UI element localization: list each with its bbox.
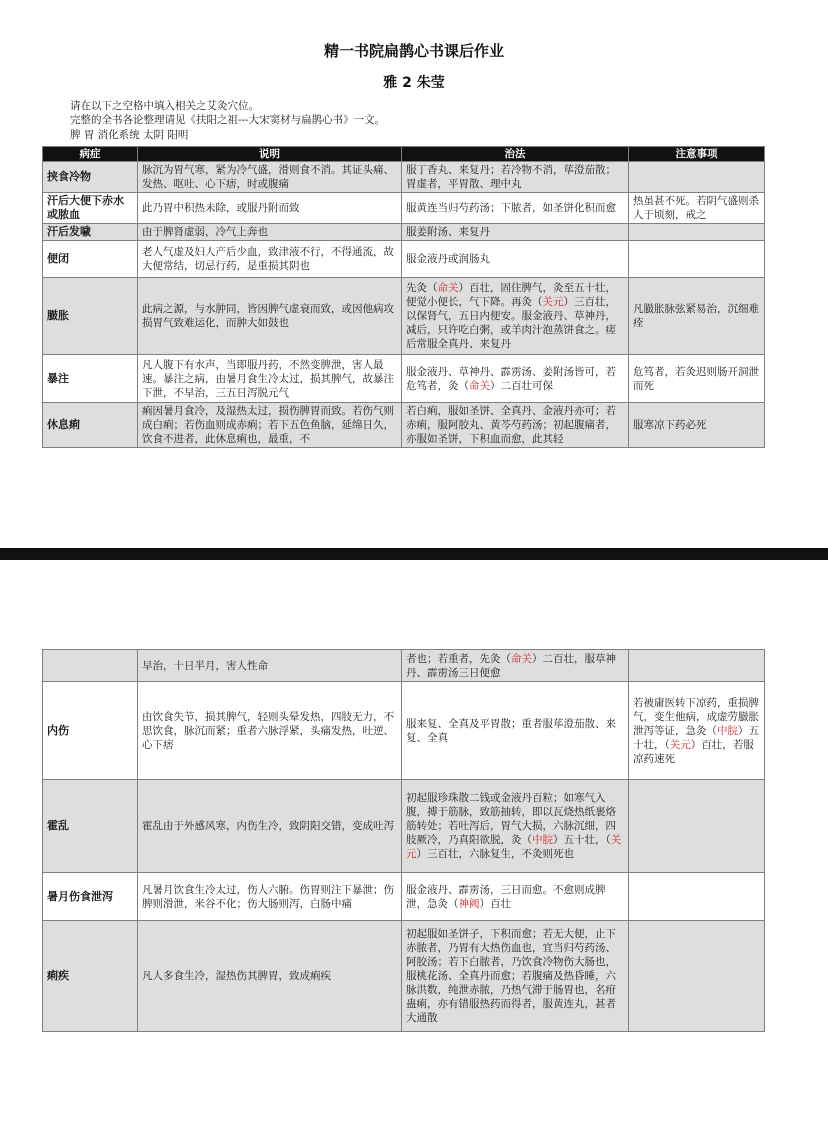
text-fragment: ）五十壮，（ (553, 834, 611, 846)
document-subtitle: 雅 2 朱莹 (383, 75, 445, 91)
acupoint-name: 关元 (669, 738, 691, 751)
description-cell: 此乃胃中积热未除，或服丹附而致 (138, 193, 402, 224)
acupoint-name: 中脘 (717, 724, 738, 737)
notes-cell (629, 921, 765, 1032)
text-fragment: 若被庸医转下凉药，重损脾气，变生他病，成虚劳臌胀泄泻等证，急灸（ (633, 696, 759, 737)
text-fragment: ）百壮，固住脾气，灸至五十壮，便觉小便长，气下降。再灸（ (406, 282, 616, 308)
notes-cell (629, 873, 765, 921)
disease-name-cell: 汗后大便下赤水或脓血 (43, 193, 138, 224)
table-row (43, 780, 765, 873)
description-cell: 由饮食失节，损其脾气，轻则头晕发热，四肢无力，不思饮食，脉沉而紧；重者六脉浮紧，头痛发热，吐逆、心下痞 (138, 682, 402, 780)
intro-line: 脾 胃 消化系统 太阴 阳明 (70, 129, 189, 141)
description-cell: 早治，十日半月，害人性命 (138, 650, 402, 682)
table-row (43, 278, 765, 355)
description-cell: 由于脾肾虚弱，冷气上奔也 (138, 224, 402, 241)
notes-cell (629, 224, 765, 241)
table-row (43, 162, 765, 193)
acupoint-name: 命关 (511, 652, 532, 665)
notes-cell: 危笃者，若灸迟则肠开洞泄而死 (629, 355, 765, 403)
notes-cell (629, 650, 765, 682)
page-divider (0, 548, 828, 560)
disease-name-cell: 暴注 (43, 355, 138, 403)
disease-name-cell (43, 650, 138, 682)
notes-cell (629, 682, 765, 780)
text-fragment: ）二百壮，服草神丹、霹雳汤三日便愈 (406, 652, 616, 679)
treatment-cell: 服姜附汤、来复丹 (402, 224, 629, 241)
disease-name-cell: 暑月伤食泄泻 (43, 873, 138, 921)
text-fragment: ）百壮 (479, 897, 511, 910)
notes-cell: 凡臌胀脉弦紧易治，沉细难痊 (629, 278, 765, 355)
disease-name-cell: 汗后发噦 (43, 224, 138, 241)
table-row (43, 224, 765, 241)
description-cell: 凡人多食生冷，湿热伤其脾胃，致成痢疾 (138, 921, 402, 1032)
document-page-2 (0, 560, 828, 1121)
disease-name-cell: 内伤 (43, 682, 138, 780)
column-header: 病症 (43, 147, 138, 162)
description-cell: 此病之源，与水肿同，皆因脾气虚衰而致，或因他病攻损胃气致难运化，而肿大如鼓也 (138, 278, 402, 355)
table-row (43, 682, 765, 780)
acupoint-name: 中脘 (532, 834, 553, 846)
remedy-table (42, 146, 765, 448)
table-row (43, 193, 765, 224)
treatment-cell: 服来复、全真及平胃散；重者服荜澄茄散、来复、全真 (402, 682, 629, 780)
text-fragment: 先灸（ (406, 282, 438, 294)
text-fragment: 服金液丹、霹雳汤，三日而愈。不愈则成脾泄，急灸（ (406, 883, 606, 910)
treatment-cell: 初起服如圣饼子，下积而愈；若无大便，止下赤脓者，乃胃有大热伤血也，宜当归芍药汤、阿胶汤；若下白脓者，乃饮食冷物伤大肠也，服桃花汤、全真丹而愈；若腹痛及热昏睡，六脉洪数，纯泄赤脓，乃热气滞于肠胃也，名疳蛊痢，亦有错服热药而得者，服黄连丸，甚者大通散 (402, 921, 629, 1032)
disease-name-cell: 臌胀 (43, 278, 138, 355)
notes-cell (629, 241, 765, 278)
disease-name-cell: 休息痢 (43, 403, 138, 448)
table-row (43, 355, 765, 403)
acupoint-name: 命关 (437, 282, 459, 294)
description-cell: 脉沉为胃气寒，紧为冷气盛，滑则食不消。其证头痛、发热、呕吐、心下痞，时或腹痛 (138, 162, 402, 193)
acupoint-name: 神阙 (458, 897, 480, 910)
notes-cell: 服寒凉下药必死 (629, 403, 765, 448)
treatment-cell: 服丁香丸、来复丹；若冷物不消，荜澄茄散；胃虚者，平胃散、理中丸 (402, 162, 629, 193)
description-cell: 霍乱由于外感风寒，内伤生冷，致阴阳交错，变成吐泻 (138, 780, 402, 873)
table-row (43, 241, 765, 278)
text-fragment: ）三百壮，六脉复生，不灸则死也 (416, 848, 574, 860)
table-row (43, 921, 765, 1032)
column-header: 说明 (138, 147, 402, 162)
document-page-1 (0, 0, 828, 548)
notes-cell (629, 162, 765, 193)
intro-line: 完整的全书各论整理请见《扶阳之祖---大宋窦材与扁鹊心书》一文。 (70, 114, 386, 126)
column-header: 注意事项 (629, 147, 765, 162)
description-cell: 凡暑月饮食生冷太过，伤人六腑。伤胃则注下暴泄；伤脾则滑泄，米谷不化；伤大肠则泻，白肠中痛 (138, 873, 402, 921)
treatment-cell: 若白痢，服如圣饼、全真丹、金液丹亦可；若赤痢，服阿胶丸、黄芩芍药汤；初起腹痛者，亦服如圣饼，下积血而愈，此其轻 (402, 403, 629, 448)
table-row (43, 650, 765, 682)
text-fragment: ）百壮，若服凉药速死 (633, 738, 754, 765)
description-cell: 凡人腹下有水声，当即服丹药，不然变脾泄，害人最速。暴注之病，由暑月食生冷太过，损其脾气，故暴注下泄，不早治，三五日泻脱元气 (138, 355, 402, 403)
column-header: 治法 (402, 147, 629, 162)
text-fragment: ）二百壮可保 (490, 379, 553, 392)
disease-name-cell: 痢疾 (43, 921, 138, 1032)
text-fragment: 服金液丹、草神丹、霹雳汤、姜附汤皆可，若危笃者，灸（ (406, 365, 616, 392)
document-title: 精一书院扁鹊心书课后作业 (323, 42, 504, 60)
table-row (43, 873, 765, 921)
treatment-cell: 服黄连当归芍药汤；下脓者，如圣饼化积而愈 (402, 193, 629, 224)
remedy-table-continued (42, 649, 765, 1032)
disease-name-cell: 便闭 (43, 241, 138, 278)
description-cell: 老人气虚及妇人产后少血，致津液不行，不得通流，故大便常结，切忌行药，是重损其阴也 (138, 241, 402, 278)
treatment-cell (402, 780, 629, 873)
treatment-cell: 服金液丹或润肠丸 (402, 241, 629, 278)
text-fragment: ）三百壮，以保肾气，五日内便安。服金液丹、草神丹，减后，只许吃白粥，或羊肉汁泡蒸饼食之。瘥后常服全真丹、来复丹 (406, 296, 616, 350)
treatment-cell (402, 355, 629, 403)
text-fragment: 初起服珍珠散二钱或金液丹百粒；如寒气入腹，搏于筋脉，致筋抽转，即以瓦烧热纸裹烙筋转处；若吐泻后，胃气大损，六脉沉细，四肢厥冷，乃真阳欲脱，灸（ (406, 792, 616, 846)
disease-name-cell: 挟食冷物 (43, 162, 138, 193)
table-row (43, 403, 765, 448)
acupoint-name: 关元 (542, 296, 564, 308)
text-fragment: 者也；若重者，先灸（ (406, 652, 511, 665)
disease-name-cell: 霍乱 (43, 780, 138, 873)
intro-line: 请在以下之空格中填入相关之艾灸穴位。 (70, 100, 259, 112)
notes-cell (629, 780, 765, 873)
table-header-row (43, 147, 765, 162)
acupoint-name: 命关 (469, 379, 490, 392)
treatment-cell (402, 278, 629, 355)
acupoint-name: 关元 (406, 834, 622, 860)
treatment-cell (402, 650, 629, 682)
description-cell: 痢因暑月食冷，及湿热太过，损伤脾胃而致。若伤气则成白痢；若伤血则成赤痢；若下五色鱼脑，延绵日久，饮食不进者，此休息痢也，最重，不 (138, 403, 402, 448)
notes-cell: 热虽甚不死。若阴气盛则杀人于顷刻，戒之 (629, 193, 765, 224)
treatment-cell (402, 873, 629, 921)
text-fragment: ）五十壮，（ (633, 724, 759, 751)
